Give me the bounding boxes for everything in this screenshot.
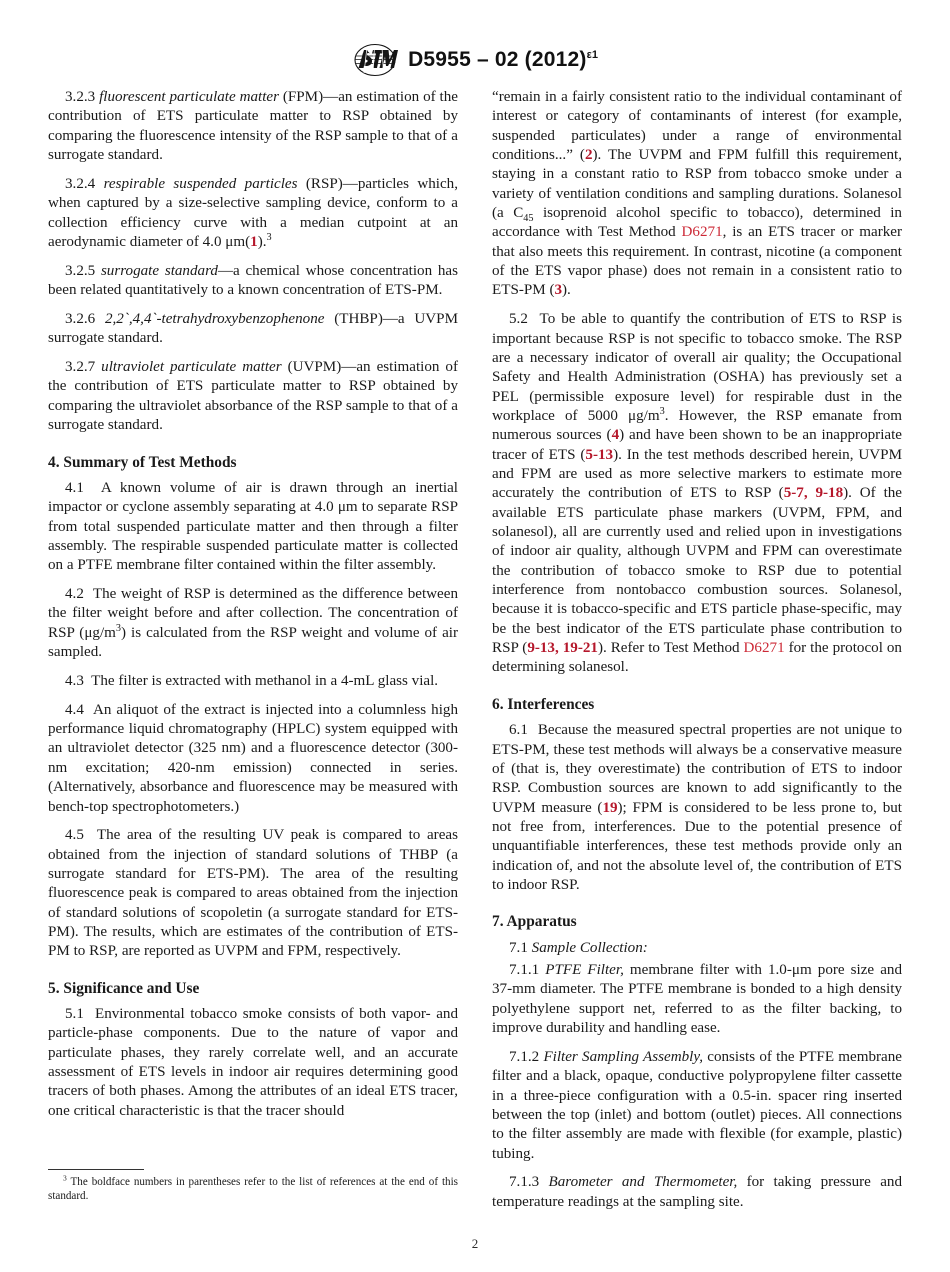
clause-part-7: for the protocol on determining solanesol. xyxy=(492,640,902,676)
clause-number: 3.2.7 xyxy=(65,359,96,376)
section-heading-5: 5. Significance and Use xyxy=(48,979,200,997)
clause-part-5: ). Of the available ETS particulate phase markers (UVPM, FPM, and solanesol), all are currently used and relied upon in investigations of indoor air quality, although UVPM and FPM can overestimate the contribution of tobacco smoke to RSP due to potential interference from nontobacco combustion sources. Solanesol, because it is tobacco-specific and ETS particle phase-specific, may be the best indicator of the ETS particulate phase contribution to RSP ( xyxy=(492,485,903,657)
page-header xyxy=(0,38,950,82)
left-column xyxy=(48,88,458,1203)
standard-link-d6271[interactable]: D6271 xyxy=(743,640,785,657)
right-column xyxy=(492,88,903,1210)
defined-term: Filter Sampling Assembly, xyxy=(543,1048,704,1065)
clause-number: 7.1.1 xyxy=(509,961,540,978)
clause-body: A known volume of air is drawn through an inertial impactor or cyclone assembly separating at 4.0 μm to separate RSP from total suspended particulate matter and then through a filter assembly. The respirable suspended particulate matter is collected on a PTFE membrane filter contained within the filter assembly. xyxy=(48,479,458,574)
clause-body: —a chemical whose concentration has been related quantitatively to a known concentration of ETS-PM. xyxy=(48,262,458,299)
clause-number: 4.4 xyxy=(65,701,84,718)
clause-number: 4.5 xyxy=(65,827,84,844)
astm-logo-icon xyxy=(352,43,398,77)
page-number: 2 xyxy=(471,1236,479,1251)
footnote-divider xyxy=(48,1169,144,1170)
clause-number: 7.1.2 xyxy=(509,1048,540,1065)
paragraph-3-2-6 xyxy=(48,310,458,349)
section-heading-4: 4. Summary of Test Methods xyxy=(48,453,237,471)
paragraph-4-3 xyxy=(48,672,458,691)
quote-part-1: “remain in a fairly consistent ratio to the individual contaminant of interest or category of contaminants of interest (for example, suspended particulates) under a range of environmental conditions...” ( xyxy=(492,89,902,164)
clause-body: for taking pressure and temperature readings at the sampling site. xyxy=(492,1174,903,1210)
reference-link[interactable]: 9-13, 19-21 xyxy=(527,640,598,657)
clause-body-pre: (RSP)—particles which, when captured by a size-selective sampling device, conform to a collection efficiency curve with a median cutpoint at an aerodynamic diameter of 4.0 μm( xyxy=(48,175,458,250)
defined-term: PTFE Filter, xyxy=(545,961,624,978)
paragraph-5-1 xyxy=(48,1005,458,1121)
standard-link-d6271[interactable]: D6271 xyxy=(681,224,723,241)
clause-body: An aliquot of the extract is injected into a columnless high performance liquid chromatography (HPLC) system equipped with an ultraviolet detector (325 nm) and a fluorescence detector (300-nm excitation; 420-nm emission) connected in series. (Alternatively, absorbance and fluorescence may be measured with bench-top spectrophotometers.) xyxy=(48,701,458,815)
paragraph-3-2-7 xyxy=(48,358,458,435)
clause-part-4: ). In the test methods described herein, UVPM and FPM are used as more selective markers to estimate more accurately the contribution of ETS to RSP ( xyxy=(492,446,902,502)
paragraph-4-4 xyxy=(48,701,458,817)
clause-body: The filter is extracted with methanol in a 4-mL glass vial. xyxy=(91,672,439,689)
clause-number: 3.2.3 xyxy=(65,89,96,105)
paragraph-7-1 xyxy=(492,939,902,958)
quote-part-2: ). The UVPM and FPM fulfill this requirement, staying in a constant ratio to RSP from tobacco smoke under a variety of ventilation conditions and sampling durations. Solanesol (a C xyxy=(492,147,902,222)
paragraph-3-2-5 xyxy=(48,262,458,301)
clause-part-2: . However, the RSP emanate from numerous sources ( xyxy=(492,408,902,444)
reference-link[interactable]: 1 xyxy=(250,233,258,250)
page-title xyxy=(408,48,598,72)
footnote-number: 3 xyxy=(63,1172,67,1182)
subscript-45: 45 xyxy=(523,213,534,225)
two-column-body xyxy=(48,88,903,1210)
reference-link[interactable]: 2 xyxy=(584,147,593,164)
defined-term: respirable suspended particles xyxy=(103,175,298,192)
clause-body-post: ) is calculated from the RSP weight and volume of air sampled. xyxy=(48,624,459,661)
standard-designation: D5955 – 02 (2012) xyxy=(408,48,587,71)
clause-part-6: ). Refer to Test Method xyxy=(597,640,744,657)
footnote-body: The boldface numbers in parentheses refer to the list of references at the end of this standard. xyxy=(48,1175,459,1202)
paragraph-4-5 xyxy=(48,826,458,961)
defined-term: 2,2`,4,4`-tetrahydroxybenzophenone xyxy=(104,310,325,327)
clause-number: 3.2.5 xyxy=(65,262,96,279)
clause-number: 4.1 xyxy=(65,479,84,496)
clause-number: 6.1 xyxy=(509,722,528,739)
paragraph-5-2 xyxy=(492,310,902,678)
reference-link[interactable]: 19 xyxy=(602,799,618,816)
paragraph-4-2 xyxy=(48,585,458,662)
paragraph-3-2-3 xyxy=(48,88,458,165)
clause-number: 7.1.3 xyxy=(509,1174,540,1191)
section-heading-6: 6. Interferences xyxy=(492,695,595,713)
reference-link[interactable]: 3 xyxy=(554,282,563,299)
clause-number: 3.2.4 xyxy=(65,175,96,192)
clause-body-pre: The weight of RSP is determined as the difference between the filter weight before and after collection. The concentration of RSP (μg/m xyxy=(48,586,458,641)
defined-term: Barometer and Thermometer, xyxy=(548,1174,738,1191)
defined-term: fluorescent particulate matter xyxy=(99,89,279,105)
superscript-exponent: 3 xyxy=(115,622,122,634)
footnote-marker[interactable]: 3 xyxy=(266,231,272,243)
clause-part-1: To be able to quantify the contribution of ETS to RSP is important because RSP is not specific to tobacco smoke. The RSP are a necessary indicator of overall air quality; the Occupational Safety and Health Administration (OSHA) has previously set a PEL (permissible exposure level) for respirable dust in the workplace of 5000 μg/m xyxy=(492,311,902,424)
superscript-exponent: 3 xyxy=(659,405,665,417)
clause-part-1: Because the measured spectral properties are not unique to ETS-PM, these test methods will always be a conservative measure of (that is, they overestimate) the contribution of ETS to indoor RSP. Combustion sources are known to add significantly to the UVPM measure ( xyxy=(492,722,902,816)
clause-number: 5.1 xyxy=(65,1006,84,1023)
clause-body-post: ). xyxy=(257,233,267,250)
clause-part-3: ) and have been shown to be an inappropriate tracer of ETS ( xyxy=(492,427,902,463)
epsilon-revision-mark: ε1 xyxy=(586,49,598,61)
defined-term: ultraviolet particulate matter xyxy=(101,359,282,376)
clause-part-2: ); FPM is considered to be less prone to, but not free from, interferences. Due to the potential presence of unquantifiable interferences, these test methods provide only an indication of, and not the absolute level of, the contribution of ETS to indoor RSP. xyxy=(492,799,902,893)
footnote-text xyxy=(48,1172,459,1203)
reference-link[interactable]: 5-7, 9-18 xyxy=(783,485,844,502)
defined-term: Sample Collection: xyxy=(531,939,648,956)
clause-number: 4.2 xyxy=(65,586,84,603)
clause-number: 5.2 xyxy=(509,311,528,328)
paragraph-7-1-2 xyxy=(492,1048,902,1164)
footnote-block xyxy=(48,1169,458,1203)
paragraph-7-1-3 xyxy=(492,1173,902,1212)
clause-number: 3.2.6 xyxy=(65,310,96,327)
paragraph-3-2-4 xyxy=(48,175,458,252)
paragraph-6-1 xyxy=(492,721,902,895)
quote-part-3: isoprenoid alcohol specific to tobacco), determined in accordance with Test Method xyxy=(492,205,902,241)
clause-number: 4.3 xyxy=(65,672,84,689)
clause-body: membrane filter with 1.0-μm pore size and 37-mm diameter. The PTFE membrane is bonded to a high density polyethylene support net, referred to as the filter backing, to improve durability and handling ease. xyxy=(492,961,902,1036)
section-heading-7: 7. Apparatus xyxy=(492,913,577,931)
paragraph-continuation xyxy=(492,88,902,301)
reference-link[interactable]: 4 xyxy=(611,427,620,444)
quote-part-5: ). xyxy=(562,282,571,299)
paragraph-4-1 xyxy=(48,479,458,576)
quote-part-4: , is an ETS tracer or marker that also meets this requirement. In contrast, nicotine (a component of the ETS vapor phase) does not remain in a consistent ratio to ETS-PM ( xyxy=(492,224,903,299)
clause-body: The area of the resulting UV peak is compared to areas obtained from the injection of standard solutions of THBP (a surrogate standard for ETS-PM). The area of the resulting fluorescence peak is compared to areas obtained from the injection of standard solutions of scopoletin (a surrogate standard for ETS-PM). The results, which are estimates of the contribution of ETS-PM to RSP, are reported as UVPM and FPM, respectively. xyxy=(48,827,458,960)
clause-body: (UVPM)—an estimation of the contribution of ETS particulate matter to RSP obtained by comparing the ultraviolet absorbance of the RSP sample to that of a surrogate standard. xyxy=(48,359,458,434)
paragraph-7-1-1 xyxy=(492,961,902,1038)
clause-body: Environmental tobacco smoke consists of both vapor- and particle-phase components. Due to the nature of vapor and particulate phases, they rarely correlate well, and an accurate assessment of ETS levels in indoor air requires determining good tracers of both phases. Among the attributes of an ideal ETS tracer, one critical characteristic is that the tracer should xyxy=(48,1006,458,1119)
clause-body: (FPM)—an estimation of the contribution of ETS particulate matter to RSP obtained by comparing the fluorescence intensity of the RSP sample to that of a surrogate standard. xyxy=(48,89,458,164)
defined-term: surrogate standard xyxy=(100,262,218,279)
clause-body: (THBP)—a UVPM surrogate standard. xyxy=(48,310,459,347)
clause-body: consists of the PTFE membrane filter and a black, opaque, conductive polypropylene filter cassette in a three-piece configuration with a 0.5-in. spacer ring inserted between the top (inlet) and bottom (outlet) pieces. All connections to the filter assembly are made with flexible (for example, plastic) tubing. xyxy=(492,1048,902,1162)
reference-link[interactable]: 5-13 xyxy=(585,446,614,463)
clause-number: 7.1 xyxy=(509,939,528,956)
